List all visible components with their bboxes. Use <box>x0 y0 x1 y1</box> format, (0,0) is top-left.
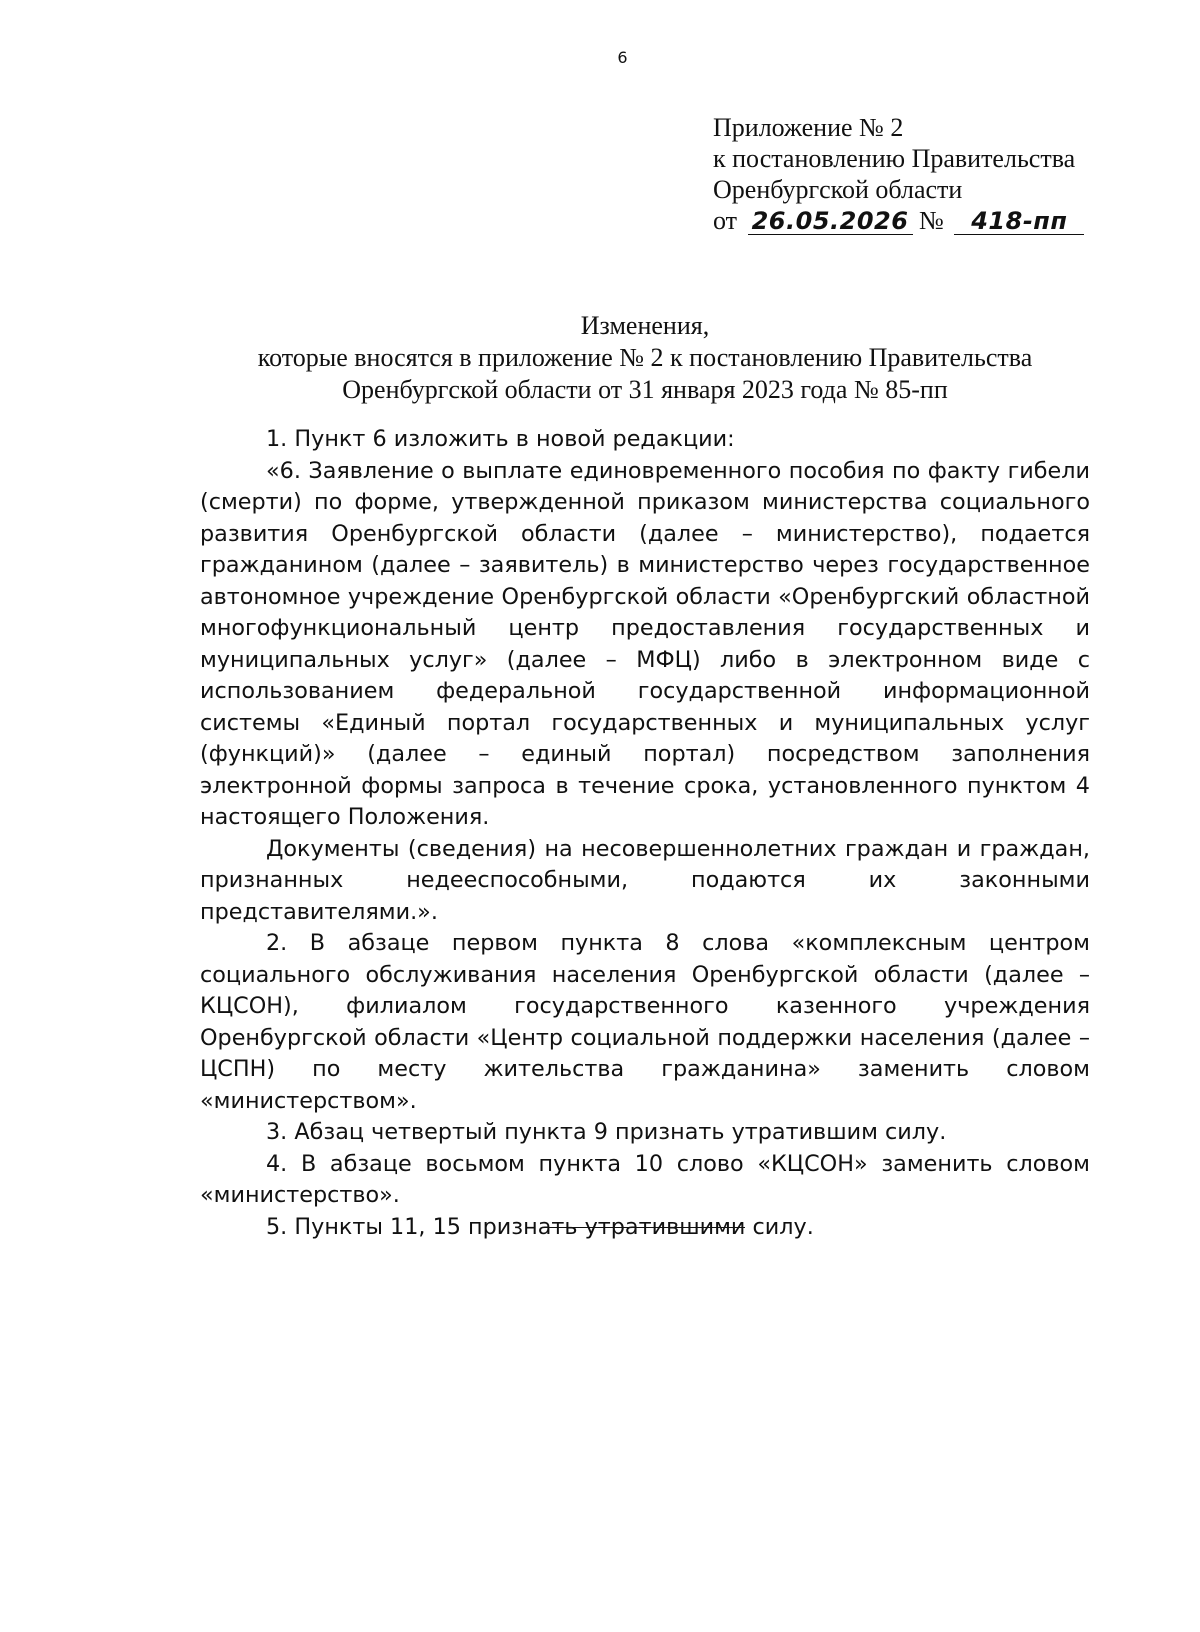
document-body <box>200 424 1090 1243</box>
paragraph: «6. Заявление о выплате единовременного пособия по факту гибели (смерти) по форме, утвержденной приказом министерства социального развития Оренбургской области (далее – министерство), подается гражданином (далее – заявитель) в министерство через государственное автономное учреждение Оренбургской области «Оренбургский областной многофункциональный центр предоставления государственных и муниципальных услуг» (далее – МФЦ) либо в электронном виде с использованием федеральной государственной информационной системы «Единый портал государственных и муниципальных услуг (функций)» (далее – единый портал) посредством заполнения электронной формы запроса в течение срока, установленного пунктом 4 настоящего Положения. <box>200 457 1090 830</box>
appendix-header <box>713 112 1133 236</box>
number-label: № <box>919 206 944 235</box>
title-line-2: которые вносятся в приложение № 2 к постановлению Правительства <box>257 343 1033 372</box>
paragraph: 4. В абзаце восьмом пункта 10 слово «КЦСОН» заменить словом «министерство». <box>200 1150 1090 1208</box>
paragraph: Документы (сведения) на несовершеннолетних граждан и граждан, признанных недееспособными, подаются их законными представителями.». <box>200 835 1090 925</box>
document-title <box>200 310 1090 406</box>
end-rule <box>545 1227 745 1228</box>
appendix-line-1: Приложение № 2 <box>713 113 904 142</box>
paragraph: 1. Пункт 6 изложить в новой редакции: <box>266 426 735 452</box>
title-heading: Изменения, <box>580 311 710 340</box>
paragraph: 2. В абзаце первом пункта 8 слова «комплексным центром социального обслуживания населения Оренбургской области (далее – КЦСОН), филиалом государственного казенного учреждения Оренбургской области «Центр социальной поддержки населения (далее – ЦСПН) по месту жительства гражданина» заменить словом «министерством». <box>200 930 1090 1114</box>
paragraph: 3. Абзац четвертый пункта 9 признать утратившим силу. <box>266 1119 947 1145</box>
appendix-date-line <box>713 205 1133 236</box>
title-line-3: Оренбургской области от 31 января 2023 года № 85-пп <box>342 375 948 404</box>
handwritten-date: 26.05.2026 <box>748 208 913 235</box>
handwritten-number: 418-пп <box>954 208 1084 235</box>
appendix-line-3: Оренбургской области <box>713 175 963 204</box>
page-number: 6 <box>617 48 628 67</box>
appendix-line-2: к постановлению Правительства <box>713 144 1076 173</box>
from-label: от <box>713 206 738 235</box>
paragraph: 5. Пункты 11, 15 признать утратившими силу. <box>266 1213 814 1240</box>
